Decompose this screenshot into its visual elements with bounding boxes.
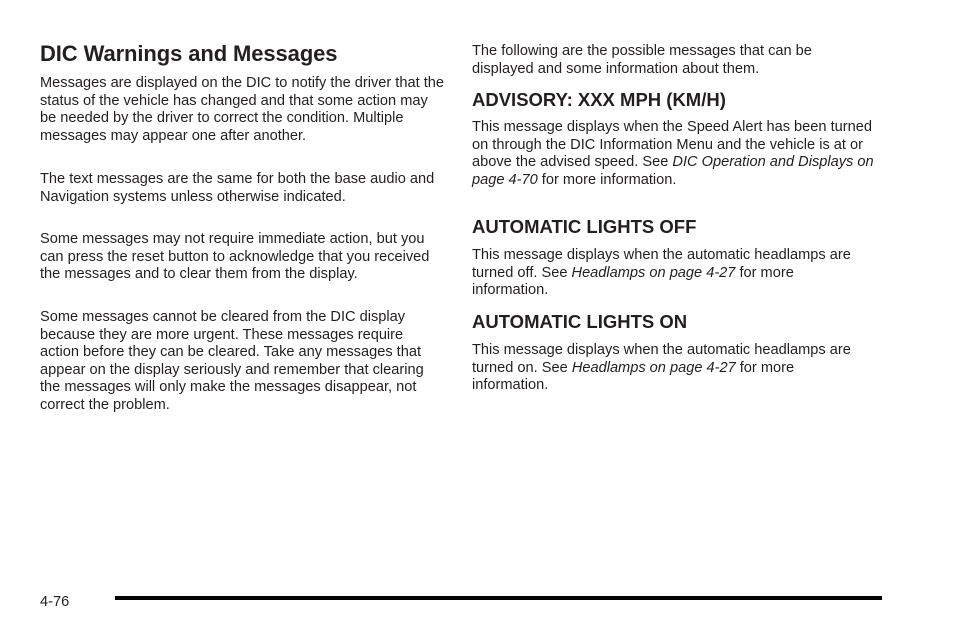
- section-heading-advisory: ADVISORY: XXX MPH (KM/H): [472, 89, 726, 110]
- page-number: 4-76: [40, 594, 70, 610]
- page-title: DIC Warnings and Messages: [40, 41, 338, 66]
- paragraph-reset-button: Some messages may not require immediate action, but you can press the reset button to acknowledge that you received the messages and to clear them from the display.: [40, 231, 430, 283]
- paragraph-text-messages: The text messages are the same for both the base audio and Navigation systems unless otherwise indicated.: [40, 171, 435, 205]
- section-text: This message displays when the automatic headlamps are turned on. See: [472, 342, 851, 376]
- section-text: for more information.: [472, 359, 795, 394]
- section-body-advisory: [472, 119, 874, 189]
- section-heading-lights-off: AUTOMATIC LIGHTS OFF: [472, 216, 697, 237]
- footer-rule: [115, 596, 882, 600]
- paragraph-urgent-messages: Some messages cannot be cleared from the DIC display because they are more urgent. These messages require action before they can be cleared. Take any messages that appear on the display seriously and remember that clearing the messages will only make the messages disappear, not correct the problem.: [40, 309, 424, 413]
- section-text: This message displays when the Speed Alert has been turned on through the DIC Information Menu and the vehicle is at or above the advised speed. See: [472, 119, 872, 171]
- section-heading-lights-on: AUTOMATIC LIGHTS ON: [472, 311, 688, 332]
- section-text: This message displays when the automatic headlamps are turned off. See: [472, 247, 851, 281]
- cross-reference-link[interactable]: Headlamps on page 4-27: [571, 359, 736, 376]
- paragraph-intro: Messages are displayed on the DIC to notify the driver that the status of the vehicle has changed and that some action may be needed by the driver to correct the condition. Multiple messages may appear one after another.: [40, 75, 444, 144]
- right-intro: The following are the possible messages that can be displayed and some information about them.: [472, 43, 812, 77]
- section-text: for more information.: [472, 264, 794, 299]
- section-body-lights-off: [472, 247, 874, 300]
- section-text: for more information.: [537, 171, 677, 188]
- cross-reference-link[interactable]: Headlamps on page 4-27: [571, 264, 736, 281]
- cross-reference-link[interactable]: DIC Operation and Displays on page 4-70: [472, 154, 874, 188]
- section-body-lights-on: [472, 342, 874, 395]
